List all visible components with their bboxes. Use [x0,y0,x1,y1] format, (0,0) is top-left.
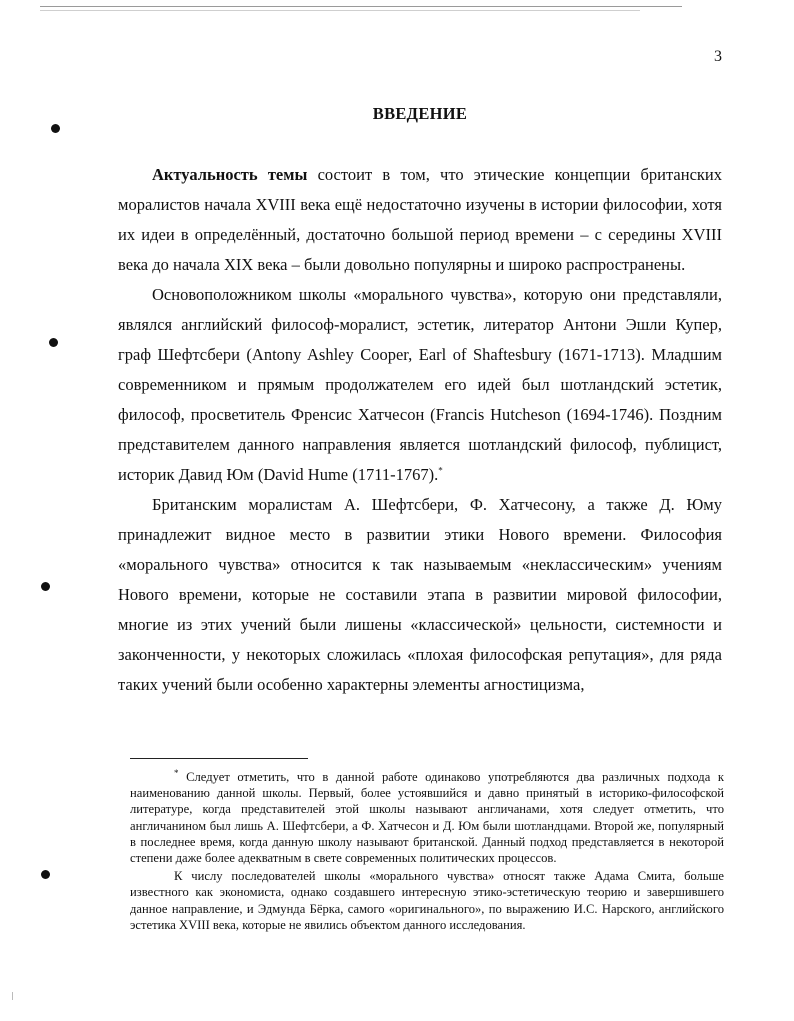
paragraph-relevance [118,160,722,280]
paragraph-founders [118,280,722,490]
paragraph-text: Британским моралистам А. Шефтсбери, Ф. Хатчесону, а также Д. Юму принадлежит видное место в развитии этики Нового времени. Философия «морального чувства» относится к так называемым «неклассическим» учениям Нового времени, которые не составили этапа в развитии мировой философии, многие из этих учений были лишены «классической» цельности, системности и законченности, у некоторых сложилась «плохая философская репутация», для ряда таких учений были особенно характерны элементы агностицизма, [118,495,722,694]
paragraph-text: Основоположником школы «морального чувства», которую они представляли, являлся английский философ-моралист, эстетик, литератор Антони Эшли Купер, граф Шефтсбери (Antony Ashley Cooper, Earl of Shaftesbury (1671-1713). Младшим современником и прямым продолжателем его идей был шотландский эстетик, философ, просветитель Френсис Хатчесон (Francis Hutcheson (1694-1746). Поздним представителем данного направления является шотландский философ, публицист, историк Давид Юм (David Hume (1711-1767). [118,285,722,484]
footnotes [130,769,724,933]
paragraph-text: состоит в том, что этические концепции британских моралистов начала XVIII века ещё недостаточно изучены в истории философии, хотя их идеи в определённый, достаточно большой период времени – с середины XVIII века до начала XIX века – были довольно популярны и широко распространены. [118,165,722,274]
footnote-followers [130,868,724,933]
binder-hole-mark [49,338,58,347]
footnote-text: К числу последователей школы «морального чувства» относят также Адама Смита, больше известного как экономиста, однако создавшего интересную этико-эстетическую теорию и завершившего данное направление, и Эдмунда Бёрка, самого «оригинального», по выражению И.С. Нарского, английского эстетика XVIII века, которые не явились объектом данного исследования. [130,869,724,932]
scan-margin-tick [12,992,13,1000]
page-number: 3 [714,48,722,65]
footnote-reference-mark: * [438,465,443,476]
binder-hole-mark [51,124,60,133]
footnote-naming [130,769,724,866]
footnote-mark: * [174,767,179,778]
binder-hole-mark [41,582,50,591]
section-title: ВВЕДЕНИЕ [372,104,468,123]
bold-lead-term: Актуальность темы [152,165,308,184]
footnote-text: Следует отметить, что в данной работе одинаково употребляются два различных подхода к наименованию данной школы. Первый, более устоявшийся и давно принятый в историко-философской литературе, когда представителей этой школы называют англичанами, хотя следует отметить, что англичанином был лишь А. Шефтсбери, а Ф. Хатчесон и Д. Юм были шотландцами. Второй же, популярный в последнее время, когда данную школу называют британской. Данный подход представляется в некоторой степени даже более адекватным в свете современных политических процессов. [130,770,724,866]
scan-top-edge-line-faint [40,10,640,11]
paragraph-moralists-place [118,490,722,700]
binder-hole-mark [41,870,50,879]
main-text [118,160,722,700]
scan-top-edge-line [40,6,682,7]
footnote-separator [130,758,308,759]
